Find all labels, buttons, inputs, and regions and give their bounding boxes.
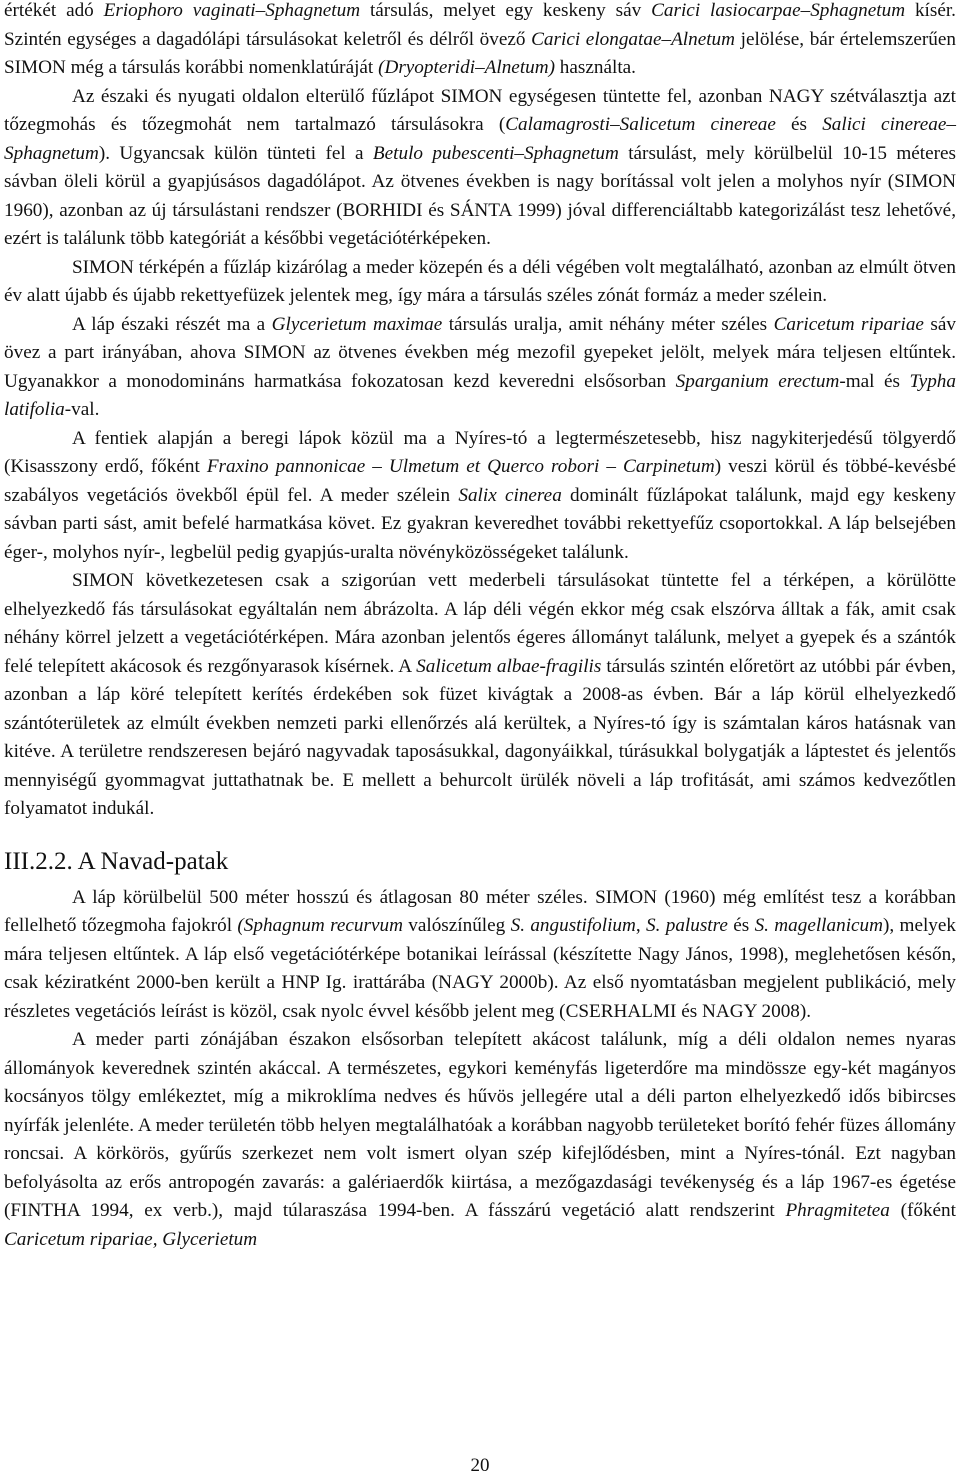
text-span: (főként bbox=[889, 1200, 956, 1221]
section-body-text bbox=[4, 884, 956, 1255]
italic-text-span: (Dryopteridi–Alnetum) bbox=[378, 57, 555, 78]
italic-text-span: Fraxino pannonicae – Ulmetum et Querco robori – Carpinetum bbox=[206, 456, 715, 477]
italic-text-span: Betulo pubescenti–Sphagnetum bbox=[372, 142, 619, 164]
text-span: dominált fűzlápokat találunk, majd egy keskeny sávban parti sást, amit befelé harmatkása követ. Ez gyakran keveredhet további rekettyefűz csoportokkal. A láp belsejében éger-, molyhos nyír-, legbelül pedig gyapjús-uralta növényközösségeket találunk. bbox=[4, 484, 956, 563]
paragraph bbox=[4, 567, 956, 824]
text-span: társulás, melyet egy keskeny sáv bbox=[360, 0, 652, 21]
text-span: jelölése, bár értelemszerűen SIMON még a társulás korábbi nomenklatúráját bbox=[4, 28, 956, 78]
paragraph bbox=[4, 884, 956, 1027]
text-span: A meder parti zónájában északon elsősorban telepített akácost találunk, míg a déli oldalon nemes nyaras állományok keverednek szintén akáccal. A természetes, egykori keményfás ligeterdőre ma mindössze egy-két magányos kocsányos tölgy emlékeztet, míg a mikroklíma nedves és hűvös jellegére utal a déli parton elhelyezkedő idős bibircses nyírfák jelenléte. A meder területén több helyen megtalálhatóak a korábban nagyobb területeket borító fehér füzes állomány roncsai. A körkörös, gyűrűs szerkezet nem volt ismert olyan szép kifejlődésben, mint a Nyíres-tónál. Ezt nagyban befolyásolta az erős antropogén zavarás: a galériaerdők kiirtása, a mezőgazdasági tevékenység és a láp 1967-es égetése (FINTHA 1994, ex verb.), majd túlaraszása 1994-ben. A fásszárú vegetáció alatt rendszerint bbox=[4, 1029, 956, 1221]
italic-text-span: Typha latifolia bbox=[4, 370, 956, 420]
text-span: ), melyek mára teljesen eltűntek. A láp első vegetációtérképe botanikai leírással (készítette Nagy János, 1998), meglehetősen későn, csak kéziratként 2000-ben került a HNP Ig. irattárába (NAGY 2000b). Az első nyomtatásban megjelent publikáció, mely részletes vegetációs leírást is közöl, csak nyolc évvel később jelent meg (CSERHALMI és NAGY 2008). bbox=[4, 915, 956, 1022]
paragraph bbox=[4, 425, 956, 568]
document-body bbox=[4, 0, 956, 1254]
italic-text-span: Eriophoro vaginati–Sphagnetum bbox=[103, 0, 361, 21]
italic-text-span: Calamagrosti–Salicetum cinereae bbox=[505, 114, 776, 135]
text-span: valószínűleg bbox=[402, 915, 511, 936]
text-span: -val. bbox=[64, 399, 100, 420]
text-span: A láp északi részét ma a bbox=[72, 313, 272, 335]
section-heading: III.2.2. A Navad-patak bbox=[4, 847, 229, 875]
text-span: társulás uralja, amit néhány méter széles bbox=[442, 313, 774, 335]
italic-text-span: Salici cinereae–Sphagnetum bbox=[4, 114, 956, 164]
text-span: értékét adó bbox=[4, 0, 104, 21]
italic-text-span: S. angustifolium bbox=[510, 915, 636, 936]
text-span: SIMON következetesen csak a szigorúan vett mederbeli társulásokat tüntette fel a térképen, a körülötte elhelyezkedő fás társulásokat egyáltalán nem ábrázolta. A láp déli végén ekkor még csak elszórva álltak a fák, amit csak néhány körrel jelzett a vegetációtérképen. Mára azonban jelentős égeres állományt találunk, melyet a gyepek és a szántók felé telepített akácosok és rezgőnyarasok kísérnek. A bbox=[4, 570, 956, 677]
italic-text-span: Glycerietum maximae bbox=[271, 313, 443, 335]
italic-text-span: Salicetum albae-fragilis bbox=[416, 655, 602, 677]
italic-text-span: Caricetum ripariae bbox=[773, 313, 924, 335]
text-span: társulás szintén előretört az utóbbi pár évben, azonban a láp köré telepített kerítés érdekében sok füzet kivágtak a 2008-as évben. Bár a láp körül elhelyezkedő szántóterületek az elmúlt években nemzeti parki ellenőrzés alá kerültek, a Nyíres-tó így is számtalan káros hatásnak van kitéve. A területre rendszeresen bejáró nagyvadak taposásukkal, dagonyáikkal, túrásukkal bolygatják a láptestet és jelentős mennyiségű gyommagvat juttathatnak be. E mellett a behurcolt ürülék növeli a láp trofitását, ami számos kedvezőtlen folyamatot indukál. bbox=[4, 655, 956, 819]
text-span: és bbox=[727, 915, 755, 936]
italic-text-span: Phragmitetea bbox=[785, 1200, 890, 1221]
text-span: kísér. Szintén egységes a dagadólápi társulásokat keletről és délről övező bbox=[4, 0, 956, 50]
text-span: használta. bbox=[555, 57, 636, 78]
text-span: sáv övez a part irányában, ahova SIMON az ötvenes években még mezofil gyepeket jelölt, melyek mára teljesen eltűntek. Ugyanakkor a monodomináns harmatkása fokozatosan kezd keveredni elsősorban bbox=[4, 313, 956, 392]
paragraph bbox=[4, 83, 956, 254]
paragraph bbox=[4, 1026, 956, 1254]
text-span: és bbox=[775, 114, 823, 135]
text-span: Az északi és nyugati oldalon elterülő fűzlápot SIMON egységesen tüntette fel, azonban NAGY szétválasztja azt tőzegmohás és tőzegmohát nem tartalmazó társulásokra ( bbox=[4, 85, 956, 135]
italic-text-span: Sparganium erectum bbox=[675, 370, 840, 392]
text-span: , bbox=[635, 915, 646, 936]
body-text-top bbox=[4, 0, 956, 824]
text-span: SIMON térképén a fűzláp kizárólag a meder közepén és a déli végében volt megtalálható, azonban az elmúlt ötven év alatt újabb és újabb rekettyefüzek jelentek meg, így mára a társulás széles zónát formáz a meder szélein. bbox=[4, 256, 956, 306]
italic-text-span: S. palustre bbox=[646, 915, 728, 936]
text-span: A fentiek alapján a beregi lápok közül ma a Nyíres-tó a legtermészetesebb, hisz nagykiterjedésű tölgyerdő (Kisasszony erdő, főként bbox=[4, 427, 956, 477]
text-span: A láp körülbelül 500 méter hosszú és átlagosan 80 méter széles. SIMON (1960) még említést tesz a korábban fellelhető tőzegmoha fajokról bbox=[4, 886, 956, 936]
paragraph bbox=[4, 311, 956, 425]
paragraph bbox=[4, 254, 956, 311]
paragraph bbox=[4, 0, 956, 83]
text-span: ) veszi körül és többé-kevésbé szabályos vegetációs övekből épül fel. A meder szélein bbox=[4, 456, 956, 506]
italic-text-span: S. magellanicum bbox=[754, 915, 883, 936]
text-span: ). Ugyancsak külön tünteti fel a bbox=[98, 142, 373, 164]
page-number: 20 bbox=[470, 1455, 490, 1476]
italic-text-span: Salix cinerea bbox=[458, 484, 562, 506]
italic-text-span: Carici elongatae–Alnetum bbox=[531, 28, 736, 50]
text-span: -mal és bbox=[839, 370, 910, 392]
italic-text-span: Carici lasiocarpae–Sphagnetum bbox=[651, 0, 906, 21]
text-span: társulást, mely körülbelül 10-15 méteres sávban öleli körül a gyapjúsásos dagadólápot. Az ötvenes években is nagy borítással volt jelen a molyhos nyír (SIMON 1960), azonban az új társulástani rendszer (BORHIDI és SÁNTA 1999) jóval differenciáltabb kategorizálást tesz lehetővé, ezért is találunk több kategóriát a későbbi vegetációtérképeken. bbox=[4, 142, 957, 249]
italic-text-span: (Sphagnum recurvum bbox=[237, 915, 403, 936]
italic-text-span: Caricetum ripariae, Glycerietum bbox=[4, 1228, 258, 1250]
